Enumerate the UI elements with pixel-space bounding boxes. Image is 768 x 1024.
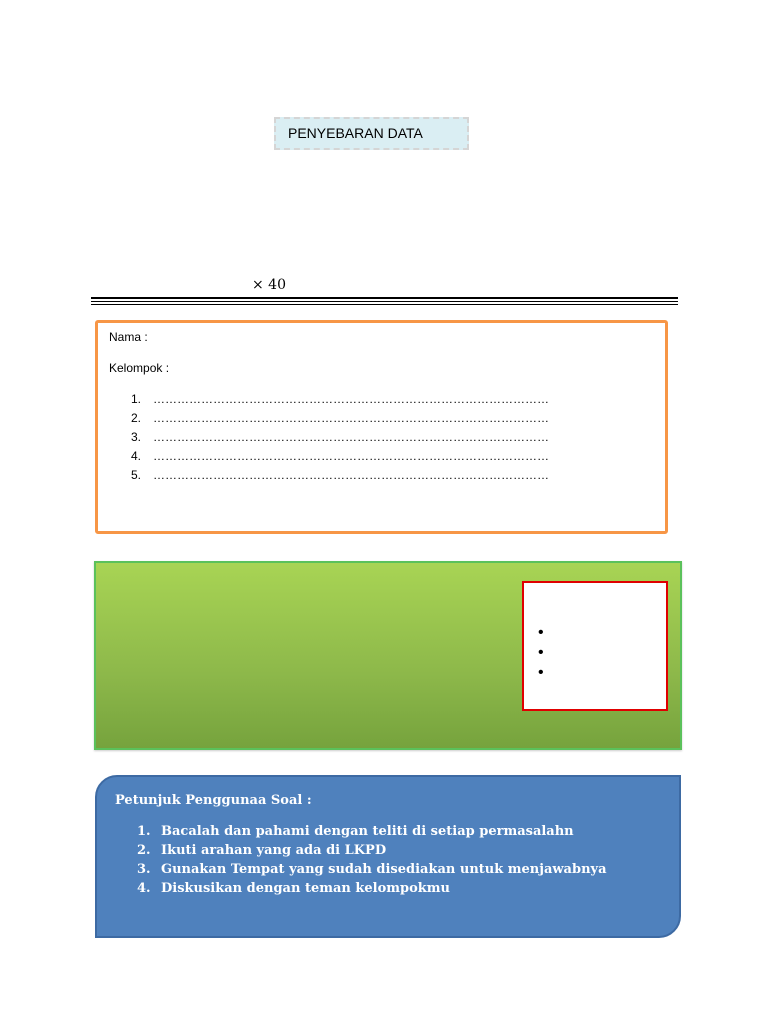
kelompok-label: Kelompok : <box>109 361 170 375</box>
nama-label: Nama : <box>109 330 148 344</box>
list-item: 2. Ikuti arahan yang ada di LKPD <box>137 843 387 858</box>
divider-line <box>91 304 678 305</box>
instructions-list <box>137 822 607 898</box>
list-item: 2. ……………………………………………………………………………………… <box>131 411 549 425</box>
fill-in-line[interactable]: ……………………………………………………………………………………… <box>153 468 549 482</box>
list-item: 3. ……………………………………………………………………………………… <box>131 430 549 444</box>
instructions-title: Petunjuk Penggunaa Soal : <box>115 793 312 808</box>
divider-line <box>91 297 678 299</box>
member-list <box>131 390 549 485</box>
green-panel <box>94 561 682 750</box>
bullet-item: • <box>538 664 544 681</box>
fill-in-line[interactable]: ……………………………………………………………………………………… <box>153 411 549 425</box>
bullet-item: • <box>538 644 544 661</box>
list-item: 4. ……………………………………………………………………………………… <box>131 449 549 463</box>
divider-line <box>91 301 678 302</box>
list-item: 5. ……………………………………………………………………………………… <box>131 468 549 482</box>
math-expression: × 40 <box>252 277 286 293</box>
objectives-box <box>522 581 668 711</box>
list-item: 1. Bacalah dan pahami dengan teliti di setiap permasalahn <box>137 824 574 839</box>
fill-in-line[interactable]: ……………………………………………………………………………………… <box>153 449 549 463</box>
page-title: PENYEBARAN DATA <box>274 117 469 150</box>
bullet-item: • <box>538 624 544 641</box>
instructions-panel <box>95 775 681 938</box>
list-item: 4. Diskusikan dengan teman kelompokmu <box>137 881 451 896</box>
list-item: 3. Gunakan Tempat yang sudah disediakan untuk menjawabnya <box>137 862 607 877</box>
fill-in-line[interactable]: ……………………………………………………………………………………… <box>153 430 549 444</box>
fill-in-line[interactable]: ……………………………………………………………………………………… <box>153 392 549 406</box>
identity-box <box>95 320 668 534</box>
list-item: 1. ……………………………………………………………………………………… <box>131 392 549 406</box>
bullet-list <box>538 623 544 683</box>
